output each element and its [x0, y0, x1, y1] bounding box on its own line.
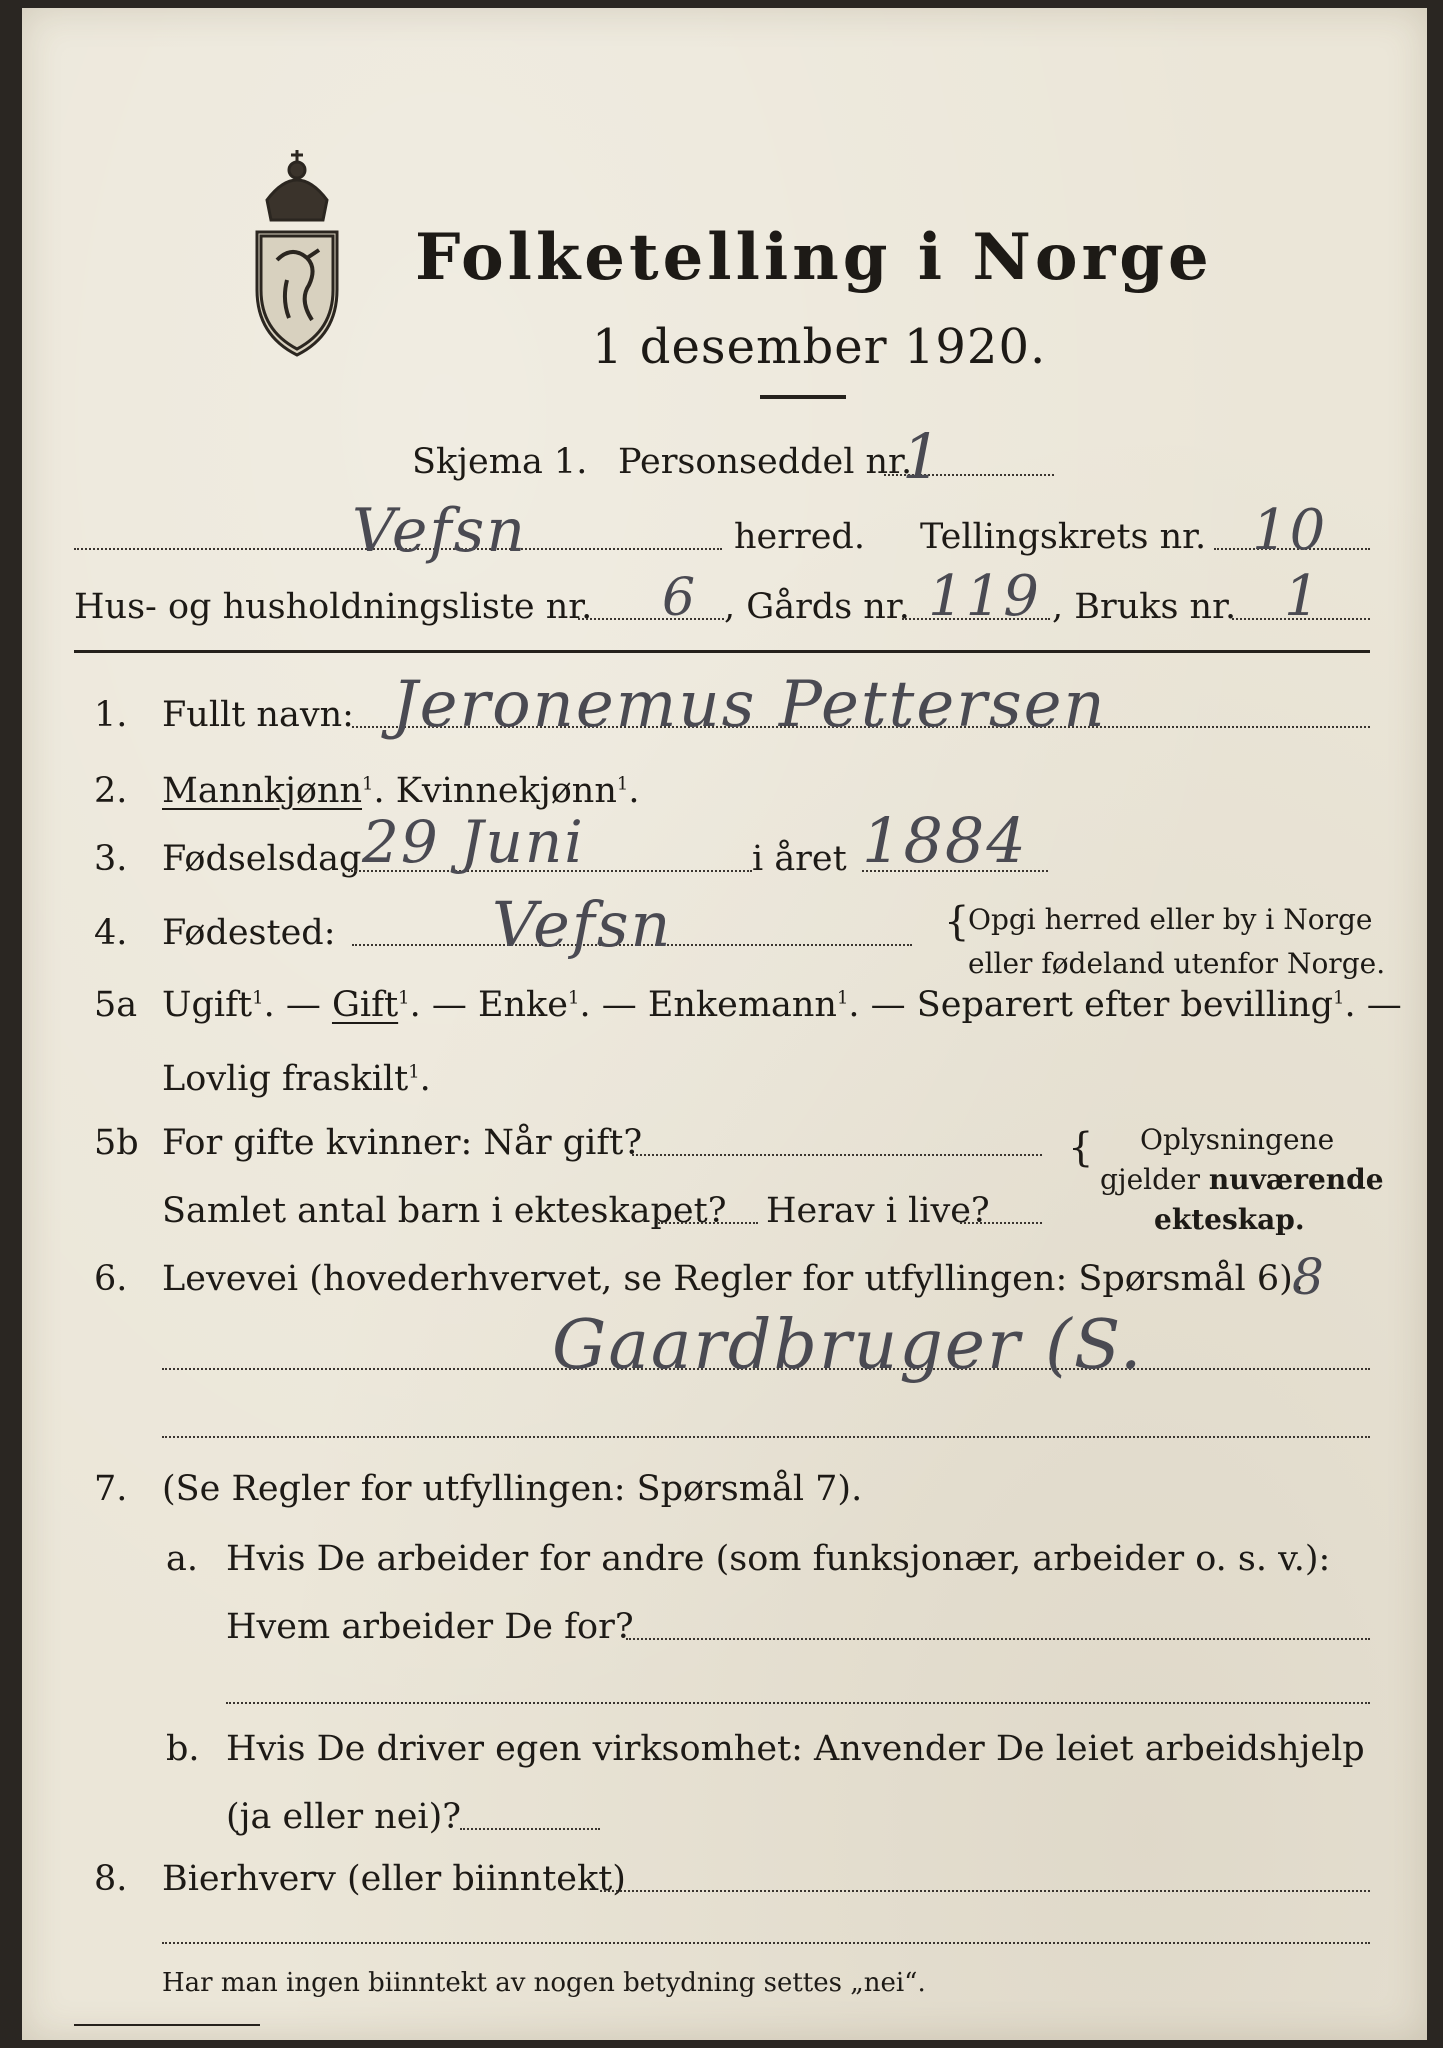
full-name-value: Jeronemus Pettersen [392, 668, 1107, 742]
q4-label: Fødested: [162, 913, 336, 953]
q7a-number: a. [166, 1539, 198, 1579]
q1-number: 1. [94, 695, 128, 735]
margin-mark: 8 [1292, 1248, 1326, 1306]
tellingskrets-label: Tellingskrets nr. [920, 517, 1207, 557]
q7-number: 7. [94, 1469, 128, 1509]
gards-value: 119 [928, 564, 1041, 629]
personseddel-label: Personseddel nr. [618, 442, 913, 482]
tellingskrets-value: 10 [1252, 498, 1328, 563]
q3-number: 3. [94, 839, 128, 879]
q8-number: 8. [94, 1859, 128, 1899]
q7b-text: Hvis De driver egen virksomhet: Anvender De leiet arbeidshjelp [226, 1729, 1365, 1769]
occupation-value: Gaardbruger (S. [552, 1306, 1144, 1385]
q1-label: Fullt navn: [162, 695, 354, 735]
children-label: Samlet antal barn i ekteskapet? [162, 1191, 727, 1231]
q5a-number: 5a [94, 985, 138, 1025]
q4-note-1: Opgi herred eller by i Norge [968, 903, 1373, 936]
q7a-text: Hvis De arbeider for andre (som funksjonær, arbeider o. s. v.): [226, 1539, 1331, 1579]
gards-label: , Gårds nr. [724, 587, 910, 627]
herred-value: Vefsn [352, 496, 527, 566]
bruks-value: 1 [1284, 564, 1322, 629]
bruks-label: , Bruks nr. [1052, 587, 1237, 627]
birthday-value: 29 Juni [362, 808, 585, 876]
header-rule [74, 650, 1370, 653]
q5a-options: Ugift$^1$. — Gift$^1$. — Enke$^1$. — Enkemann$^1$. — Separert efter bevilling$^1$. — [162, 985, 1402, 1025]
birth-year-value: 1884 [862, 804, 1028, 877]
footer-note: Har man ingen biinntekt av nogen betydning settes „nei“. [162, 1968, 926, 1998]
q7-label: (Se Regler for utfyllingen: Spørsmål 7). [162, 1469, 863, 1509]
q6-label: Levevei (hovederhvervet, se Regler for utfyllingen: Spørsmål 6). [162, 1259, 1304, 1299]
q2-number: 2. [94, 771, 128, 811]
birthplace-value: Vefsn [492, 888, 673, 961]
q4-note-2: eller fødeland utenfor Norge. [968, 947, 1386, 980]
male-option: Mannkjønn [162, 771, 363, 811]
q3-label: Fødselsdag [162, 839, 362, 879]
q7a-question: Hvem arbeider De for? [226, 1607, 634, 1647]
year-label: i året [752, 839, 847, 879]
q5b-note-1: Oplysningene [1140, 1123, 1335, 1156]
census-form-sheet: Folketelling i Norge 1 desember 1920. Skjema 1. Personseddel nr. 1 Vefsn herred. Tellingskrets nr. 10 Hus- og husholdningsliste nr. 6 , Gårds nr. 119 , Bruks nr. 1 1. Fullt navn: Jeronemus Pettersen 2. Mannkjønn$^1$. Kvinnekjønn$^1$. 3. Fødselsdag 29 Juni i året 1884 4. Fødested: Vefsn { Opgi herred eller by i Norge eller fødeland utenfor Norge. 5a Ugift$^1$. — Gift$^1$. — Enke$^1$. — Enkemann$^1$. — Separert efter bevilling$^1$. — Lovlig fraskilt$^1$. 5b For gifte kvinner: Når gift? Samlet antal barn i ekteskapet? Herav i live? { Oplysningene gjelder nuværende ekteskap. 6. Levevei (hovederhvervet, se Regler for utfyllingen: Spørsmål 6). 8 Gaardbruger (S. 7. (Se Regler for utfyllingen: Spørsmål 7). a. Hvis De arbeider for andre (som funksjonær, arbeider o. s. v.): Hvem arbeider De for? b. Hvis De driver egen virksomhet: Anvender De leiet arbeidshjelp (ja eller nei)? 8. Bierhverv (eller biinntekt) Har man ingen biinntekt av nogen betydning settes „nei“. [22, 8, 1427, 2040]
form-date: 1 desember 1920. [592, 319, 1047, 375]
q6-number: 6. [94, 1259, 128, 1299]
q5b-note-3: ekteskap. [1154, 1203, 1305, 1236]
herred-label: herred. [734, 517, 865, 557]
q7b-number: b. [166, 1729, 200, 1769]
female-option: Kvinnekjønn [395, 771, 617, 811]
gift-option: Gift [331, 985, 399, 1025]
husliste-label: Hus- og husholdningsliste nr. [74, 587, 593, 627]
schema-label: Skjema 1. [412, 442, 588, 482]
q5a-line2: Lovlig fraskilt$^1$. [162, 1059, 431, 1099]
q7b-question: (ja eller nei)? [226, 1797, 462, 1837]
q5b-note-2: gjelder nuværende [1100, 1163, 1384, 1196]
husliste-value: 6 [662, 568, 698, 628]
q4-number: 4. [94, 913, 128, 953]
form-title: Folketelling i Norge [415, 220, 1213, 295]
q5b-number: 5b [94, 1123, 139, 1163]
coat-of-arms-icon [237, 140, 357, 360]
title-divider [760, 395, 846, 399]
q5b-label: For gifte kvinner: Når gift? [162, 1123, 643, 1163]
alive-label: Herav i live? [766, 1191, 990, 1231]
q8-label: Bierhverv (eller biinntekt) [162, 1859, 626, 1899]
personseddel-value: 1 [902, 420, 944, 493]
q2-label: Mannkjønn$^1$. Kvinnekjønn$^1$. [162, 771, 640, 811]
footer-rule [74, 2024, 260, 2026]
